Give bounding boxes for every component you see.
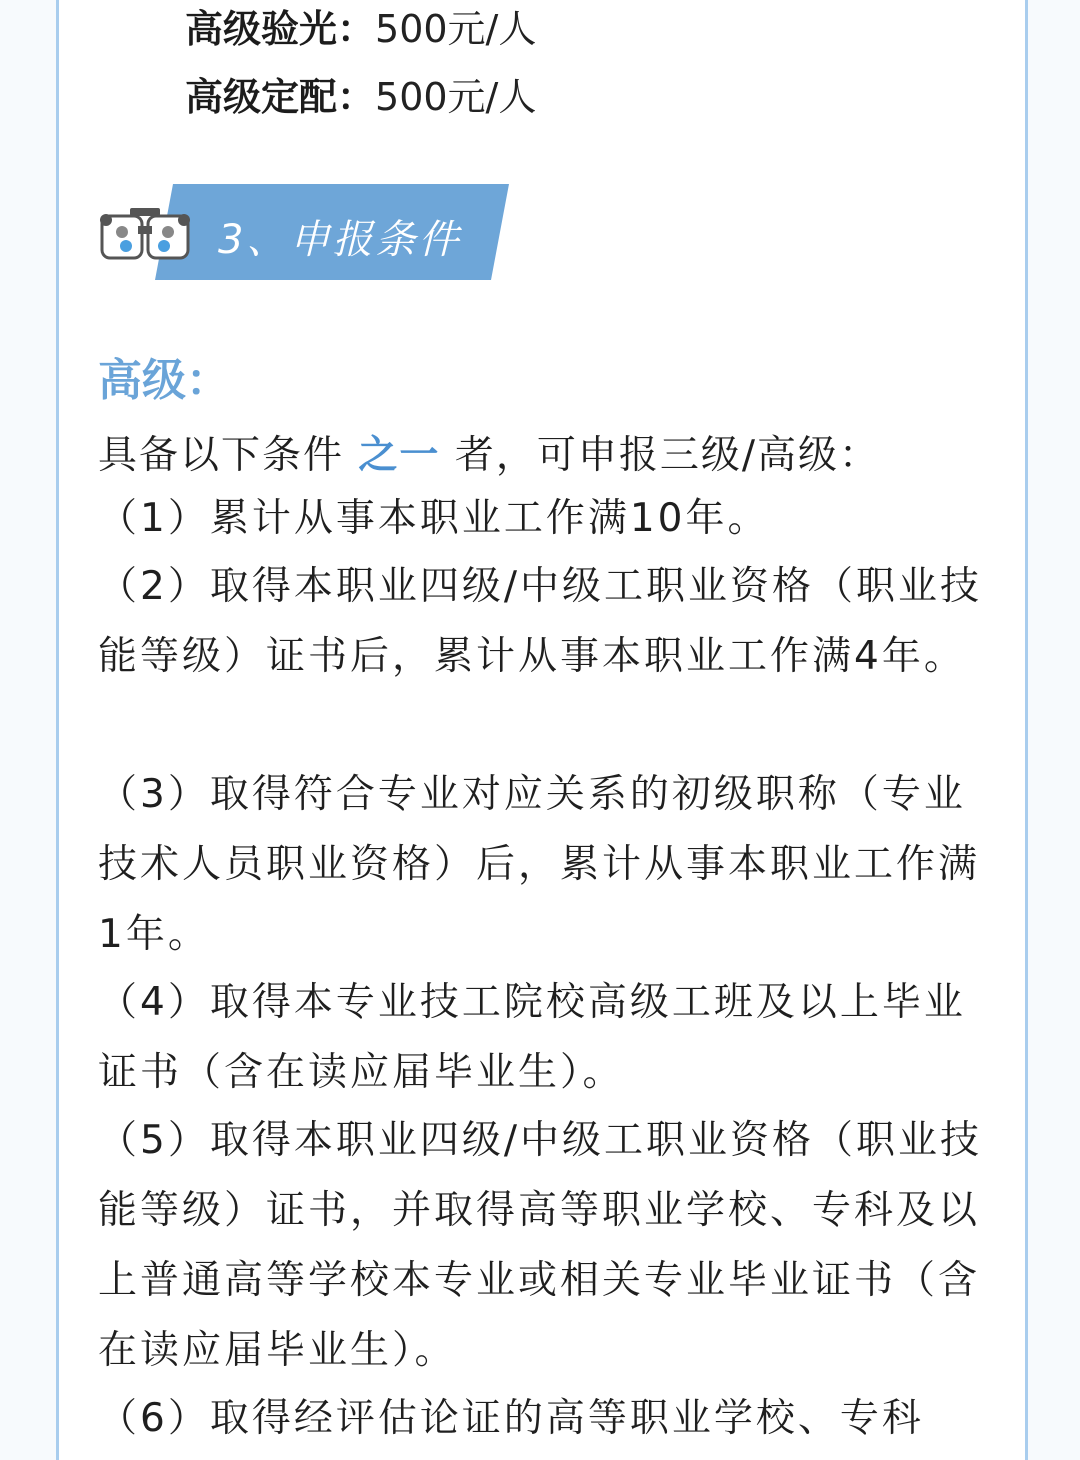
- price-label: 高级验光：: [185, 7, 376, 51]
- section-banner: [100, 184, 520, 282]
- price-value: 500元/人: [375, 7, 537, 51]
- price-line-verification: [185, 7, 537, 51]
- intro-before: 具备以下条件: [98, 433, 359, 478]
- glasses-icon: [100, 206, 190, 262]
- price-value: 500元/人: [375, 75, 537, 119]
- condition-item-6: （6）取得经评估论证的高等职业学校、专科: [98, 1396, 924, 1441]
- condition-item-4: （4）取得本专业技工院校高级工班及以上毕业证书（含在读应届毕业生）。: [98, 980, 966, 1095]
- condition-item-3: （3）取得符合专业对应关系的初级职称（专业技术人员职业资格）后，累计从事本职业工作满1年。: [98, 772, 981, 957]
- condition-item-1: （1）累计从事本职业工作满10年。: [98, 496, 770, 541]
- level-heading: 高级：: [98, 355, 230, 406]
- section-title: 3、申报条件: [218, 217, 462, 263]
- intro-text: [98, 424, 880, 480]
- condition-item-2: （2）取得本职业四级/中级工职业资格（职业技能等级）证书后，累计从事本职业工作满4年。: [98, 564, 982, 679]
- condition-item-5: （5）取得本职业四级/中级工职业资格（职业技能等级）证书，并取得高等职业学校、专科及以上普通高等学校本专业或相关专业毕业证书（含在读应届毕业生）。: [98, 1118, 982, 1373]
- intro-after: 者，可申报三级/高级：: [440, 433, 880, 478]
- price-label: 高级定配：: [185, 75, 376, 119]
- intro-highlight: 之一: [358, 433, 441, 478]
- price-line-fitting: [185, 75, 537, 119]
